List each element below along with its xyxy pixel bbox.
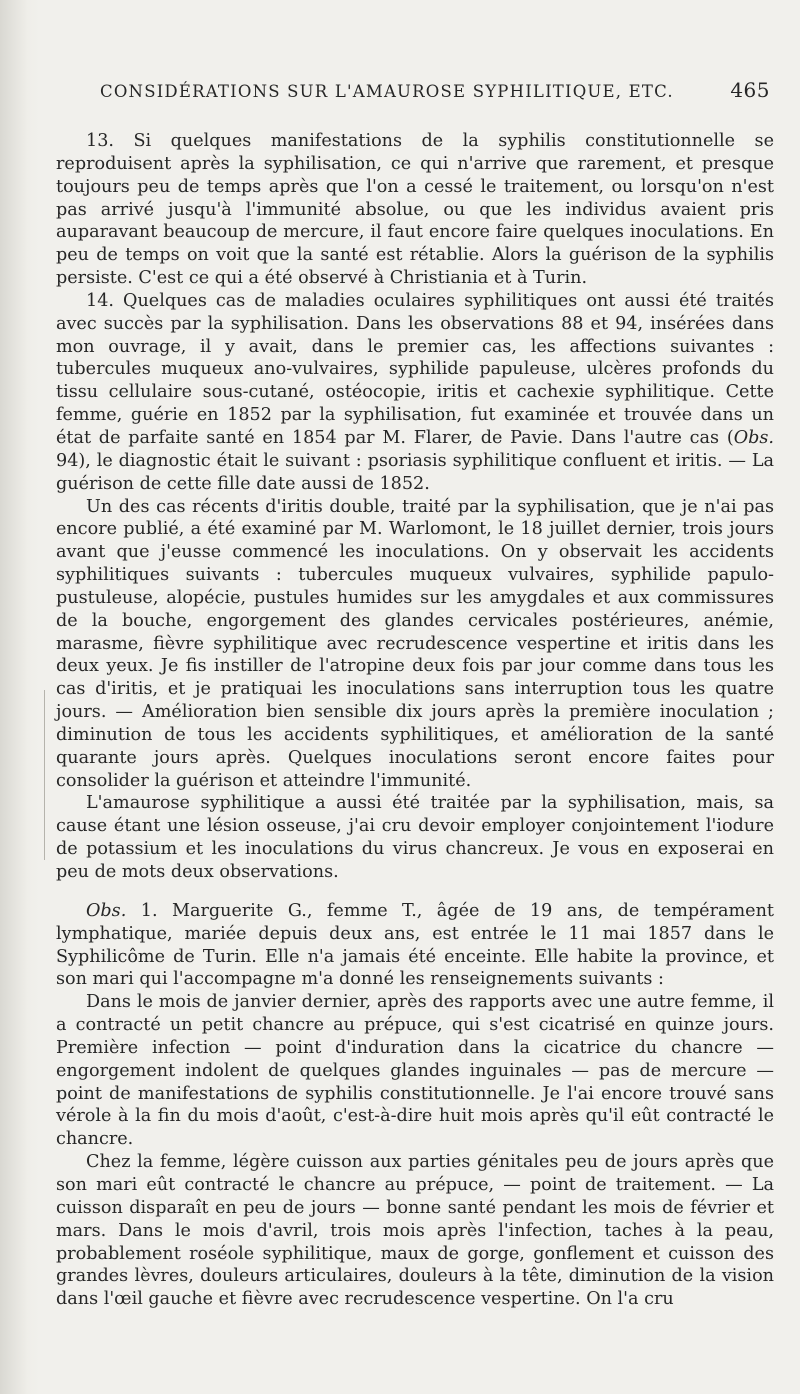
paragraph-13-text: 13. Si quelques manifestations de la syphilis constitutionnelle se reproduisent après la syphilisation, ce qui n'arrive que rarement, et presque toujours peu de temps après que l'on a cessé le traitement, ou lorsqu'on n'est pas arrivé jusqu'à l'immunité absolue, ou que les individus avaient pris auparavant beaucoup de mercure, il faut encore faire quelques inoculations. En peu de temps on voit que la santé est rétablie. Alors la guérison de la syphilis persiste. C'est ce qui a été observé à Christiania et à Turin. [56,131,774,289]
paragraph-14-text: 14. Quelques cas de maladies oculaires syphilitiques ont aussi été traités avec succès par la syphilisation. Dans les observations 88 et 94, insérées dans mon ouvrage, il y avait, dans le premier cas, les affections suivantes : tubercules muqueux ano-vulvaires, syphilide papuleuse, ulcères profonds du tissu cellulaire sous-cutané, ostéocopie, iritis et cachexie syphilitique. Cette femme, guérie en 1852 par la syphilisation, fut examinée et trouvée dans un état de parfaite santé en 1854 par M. Flarer, de Pavie. Dans l'autre cas ( [56,290,774,448]
paragraph-iritis-case-text: Un des cas récents d'iritis double, traité par la syphilisation, que je n'ai pas encore publié, a été examiné par M. Warlomont, le 18 juillet dernier, trois jours avant que j'eusse commencé les inoculations. On y observait les accidents syphilitiques suivants : tubercules muqueux vulvaires, syphilide papulo-pustuleuse, alopécie, pustules humides sur les amygdales et aux commissures de la bouche, engorgement des glandes cervicales postérieures, anémie, marasme, fièvre syphilitique avec recrudescence vespertine et iritis dans les deux yeux. Je fis instiller de l'atropine deux fois par jour comme dans tous les cas d'iritis, et je pratiquai les inoculations sans interruption tous les quatre jours. — Amélioration bien sensible dix jours après la première inoculation ; diminution de tous les accidents syphilitiques, et amélioration de la santé quarante jours après. Quelques inoculations seront encore faites pour consolider la guérison et atteindre l'immunité. [56,496,774,791]
observation-1-text: 1. Marguerite G., femme T., âgée de 19 ans, de tempérament lymphatique, mariée depuis deux ans, est entrée le 11 mai 1857 dans le Syphilicôme de Turin. Elle n'a jamais été enceinte. Elle habite la province, et son mari qui l'accompagne m'a donné les renseignements suivants : [56,900,774,990]
paragraph-husband-history [56,991,774,1151]
paragraph-14 [56,290,774,496]
paragraph-husband-history-text: Dans le mois de janvier dernier, après des rapports avec une autre femme, il a contracté un petit chancre au prépuce, qui s'est cicatrisé en quinze jours. Première infection — point d'induration dans la cicatrice du chancre — engorgement indolent de quelques glandes inguinales — pas de mercure — point de manifestations de syphilis constitutionnelle. Je l'ai encore trouvé sans vérole à la fin du mois d'août, c'est-à-dire huit mois après qu'il eût contracté le chancre. [56,992,774,1150]
paragraph-13 [56,130,774,290]
paragraph-wife-history-text: Chez la femme, légère cuisson aux parties génitales peu de jours après que son mari eût contracté le chancre au prépuce, — point de traitement. — La cuisson disparaît en peu de jours — bonne santé pendant les mois de février et mars. Dans le mois d'avril, trois mois après l'infection, taches à la peau, probablement roséole syphilitique, maux de gorge, gonflement et cuisson des grandes lèvres, douleurs articulaires, douleurs à la tête, diminution de la vision dans l'œil gauche et fièvre avec recrudescence vespertine. On l'a cru [56,1152,774,1310]
page-header [100,78,770,108]
paragraph-amaurose-text: L'amaurose syphilitique a aussi été traitée par la syphilisation, mais, sa cause étant une lésion osseuse, j'ai cru devoir employer conjointement l'iodure de potassium et les inoculations du virus chancreux. Je vous en exposerai en peu de mots deux observations. [56,793,774,882]
paragraph-14-text-end: 94), le diagnostic était le suivant : psoriasis syphilitique confluent et iritis. — La guérison de cette fille date aussi de 1852. [56,450,774,494]
paragraph-amaurose [56,792,774,883]
page-number: 465 [730,78,770,102]
gutter-mark [44,690,45,860]
obs-reference: Obs. [733,427,774,448]
running-head: CONSIDÉRATIONS SUR L'AMAUROSE SYPHILITIQUE, ETC. [100,82,674,101]
paragraph-wife-history [56,1151,774,1311]
body-text [56,130,774,1311]
paragraph-iritis-case [56,496,774,793]
observation-1 [56,900,774,991]
observation-label: Obs. [86,900,127,921]
binding-gutter-shadow [0,0,40,1394]
